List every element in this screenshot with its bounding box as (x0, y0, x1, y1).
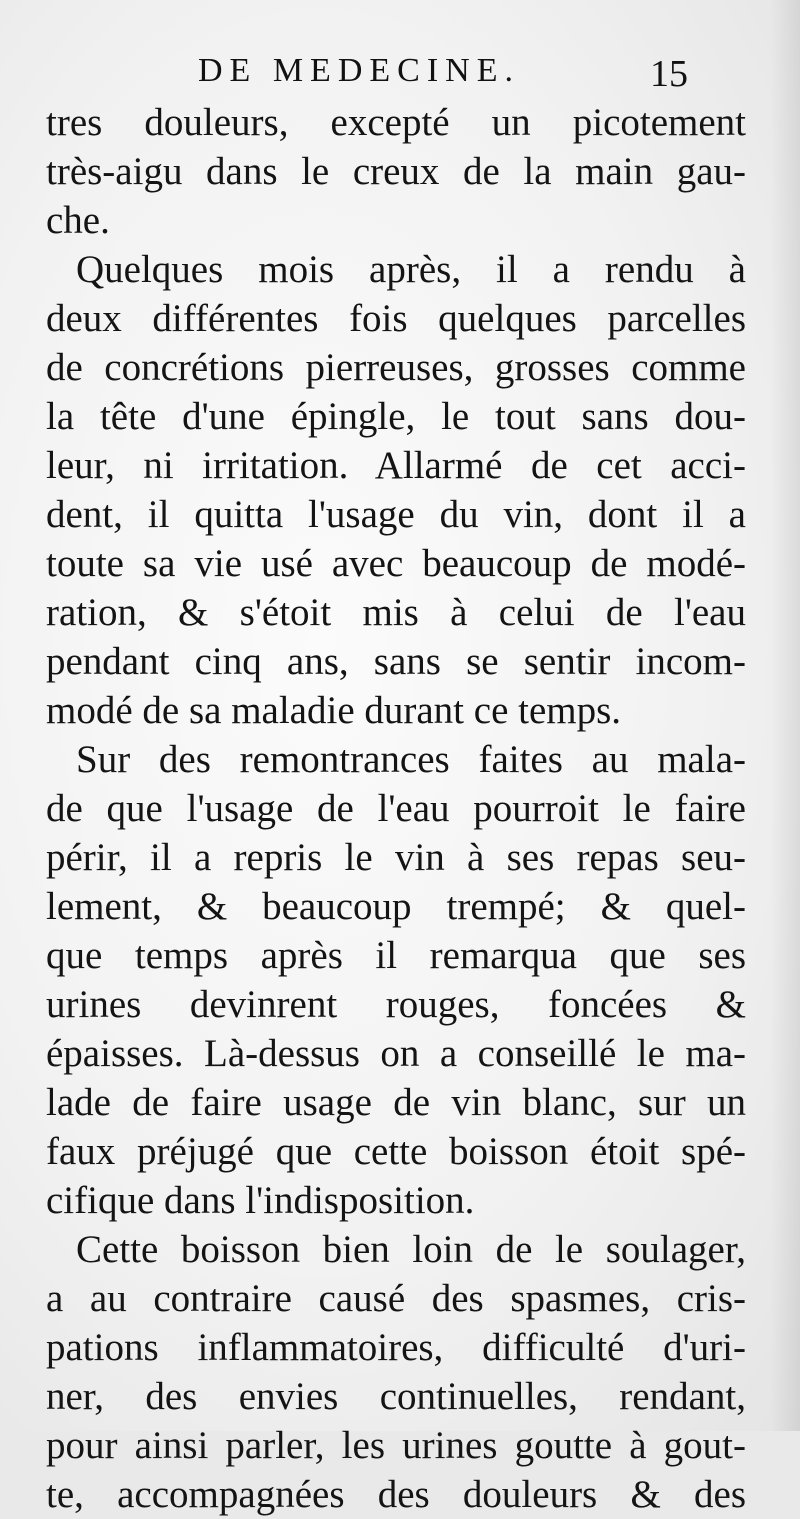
text-line: pations inflammatoires, difficulté d'uri- (46, 1326, 746, 1369)
text-line: périr, il a repris le vin à ses repas seu- (46, 836, 746, 879)
text-line: de concrétions pierreuses, grosses comme (46, 346, 746, 389)
text-line: cifique dans l'indisposition. (46, 1179, 475, 1222)
text-line: lement, & beaucoup trempé; & quel- (46, 885, 746, 928)
text-line: ration, & s'étoit mis à celui de l'eau (46, 591, 746, 634)
text-line: ner, des envies continuelles, rendant, (46, 1375, 746, 1418)
text-line: lade de faire usage de vin blanc, sur un (46, 1081, 746, 1124)
text-line: épaisses. Là-dessus on a conseillé le ma- (46, 1032, 746, 1075)
text-line: Sur des remontrances faites au mala- (76, 738, 746, 781)
page-header (0, 52, 800, 102)
text-line: te, accompagnées des douleurs & des (46, 1473, 746, 1516)
text-line: Cette boisson bien loin de le soulager, (76, 1228, 746, 1271)
text-line: modé de sa maladie durant ce temps. (46, 689, 622, 732)
body-text (46, 98, 746, 1519)
text-line: que temps après il remarqua que ses (46, 934, 746, 977)
text-line: toute sa vie usé avec beaucoup de modé- (46, 542, 746, 585)
text-line: faux préjugé que cette boisson étoit spé- (46, 1130, 746, 1173)
page-number: 15 (650, 53, 688, 95)
text-line: deux différentes fois quelques parcelles (46, 297, 746, 340)
page-edge-shadow (770, 0, 800, 1431)
text-line: Quelques mois après, il a rendu à (76, 248, 746, 291)
text-line: très-aigu dans le creux de la main gau- (46, 150, 746, 193)
text-line: che. (46, 199, 110, 242)
text-line: la tête d'une épingle, le tout sans dou- (46, 395, 746, 438)
text-line: a au contraire causé des spasmes, cris- (46, 1277, 746, 1320)
text-line: de que l'usage de l'eau pourroit le faire (46, 787, 746, 830)
text-line: pendant cinq ans, sans se sentir incom- (46, 640, 746, 683)
text-line: leur, ni irritation. Allarmé de cet acci- (46, 444, 746, 487)
text-line: tres douleurs, excepté un picotement (46, 101, 746, 144)
text-line: urines devinrent rouges, foncées & (46, 983, 746, 1026)
running-title: DE MEDECINE. (198, 52, 520, 89)
text-line: dent, il quitta l'usage du vin, dont il a (46, 493, 746, 536)
text-line: pour ainsi parler, les urines goutte à gout- (46, 1424, 746, 1467)
